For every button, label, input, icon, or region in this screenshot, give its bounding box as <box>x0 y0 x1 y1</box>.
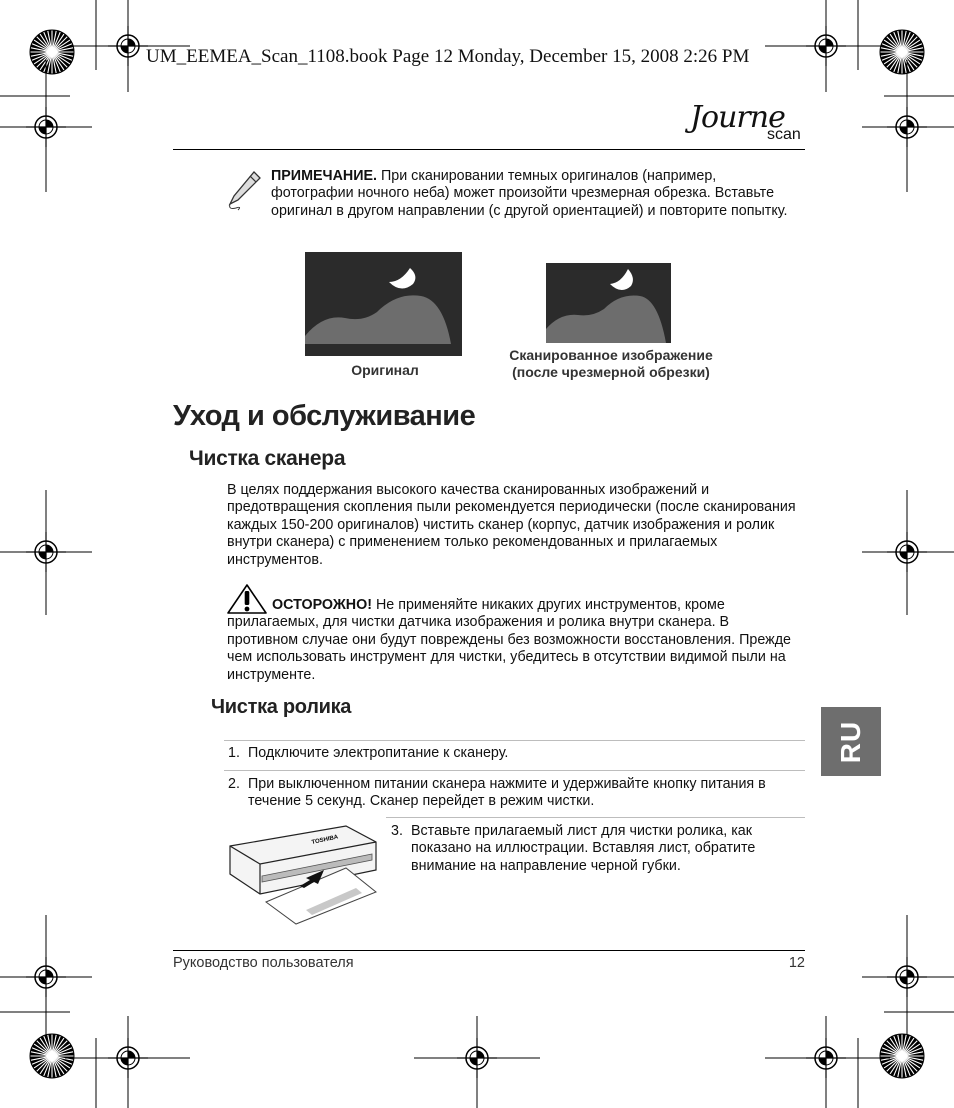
step-3 <box>391 823 801 875</box>
language-tab-label: RU <box>835 720 866 763</box>
header-rule <box>173 149 805 150</box>
step-number: 3. <box>391 823 403 839</box>
scanner-brand-label: TOSHIBA <box>311 834 339 846</box>
pencil-note-icon <box>226 170 262 212</box>
step-text: При выключенном питании сканера нажмите и удерживайте кнопку питания в течение 5 секунд. Сканер перейдет в режим чистки. <box>248 776 766 810</box>
scanned-caption <box>486 347 736 381</box>
scanned-caption-line1: Сканированное изображение <box>509 347 713 363</box>
scanner-cleaning-heading: Чистка сканера <box>189 447 346 470</box>
step-text: Подключите электропитание к сканеру. <box>248 745 509 761</box>
language-tab <box>821 707 881 776</box>
caution-label: ОСТОРОЖНО! <box>272 597 372 613</box>
page-number: 12 <box>788 955 805 971</box>
scanned-caption-line2: (после чрезмерной обрезки) <box>512 364 710 380</box>
step-divider <box>224 770 805 771</box>
step-divider <box>386 817 805 818</box>
step-1 <box>228 745 798 762</box>
caution-text: Не применяйте никаких других инструментов, кроме прилагаемых, для чистки датчика изображения и ролика внутри сканера. В противном случае они будут повреждены без возможности восстановления. Прежде чем использовать инструмент для чистки, убедитесь в отсутствии видимой пыли на инструменте. <box>227 597 791 683</box>
scanner-cleaning-paragraph: В целях поддержания высокого качества сканированных изображений и предотвращения скопления пыли рекомендуется периодически (после сканирования каждых 150-200 оригиналов) чистить сканер (корпус, датчик изображения и ролик внутри сканера) с применением только рекомендованных и прилагаемых инструментов. <box>227 482 796 568</box>
step-text: Вставьте прилагаемый лист для чистки ролика, как показано на иллюстрации. Вставляя лист, обратите внимание на направление черной губки. <box>411 823 756 874</box>
note-text: При сканировании темных оригиналов (например, фотографии ночного неба) может произойти чрезмерная обрезка. Вставьте оригинал в другом направлении (с другой ориентацией) и повторите попытку. <box>271 168 788 219</box>
footer-title: Руководство пользователя <box>173 955 354 971</box>
caution-paragraph <box>227 597 797 684</box>
step-2 <box>228 776 798 811</box>
step-number: 2. <box>228 776 240 792</box>
footer-rule <box>173 950 805 951</box>
note-label: ПРИМЕЧАНИЕ. <box>271 168 378 184</box>
scanner-illustration <box>226 822 382 926</box>
print-slug: UM_EEMEA_Scan_1108.book Page 12 Monday, December 15, 2008 2:26 PM <box>146 46 750 67</box>
step-divider <box>224 740 805 741</box>
original-night-image <box>305 252 462 356</box>
journe-logo: Journe <box>690 100 785 135</box>
note-paragraph <box>271 168 791 220</box>
roller-cleaning-heading: Чистка ролика <box>211 696 352 718</box>
section-title: Уход и обслуживание <box>173 400 476 432</box>
scanned-night-image <box>546 263 671 343</box>
original-caption: Оригинал <box>351 362 419 378</box>
logo-scan-text: scan <box>767 126 801 143</box>
step-number: 1. <box>228 745 240 761</box>
